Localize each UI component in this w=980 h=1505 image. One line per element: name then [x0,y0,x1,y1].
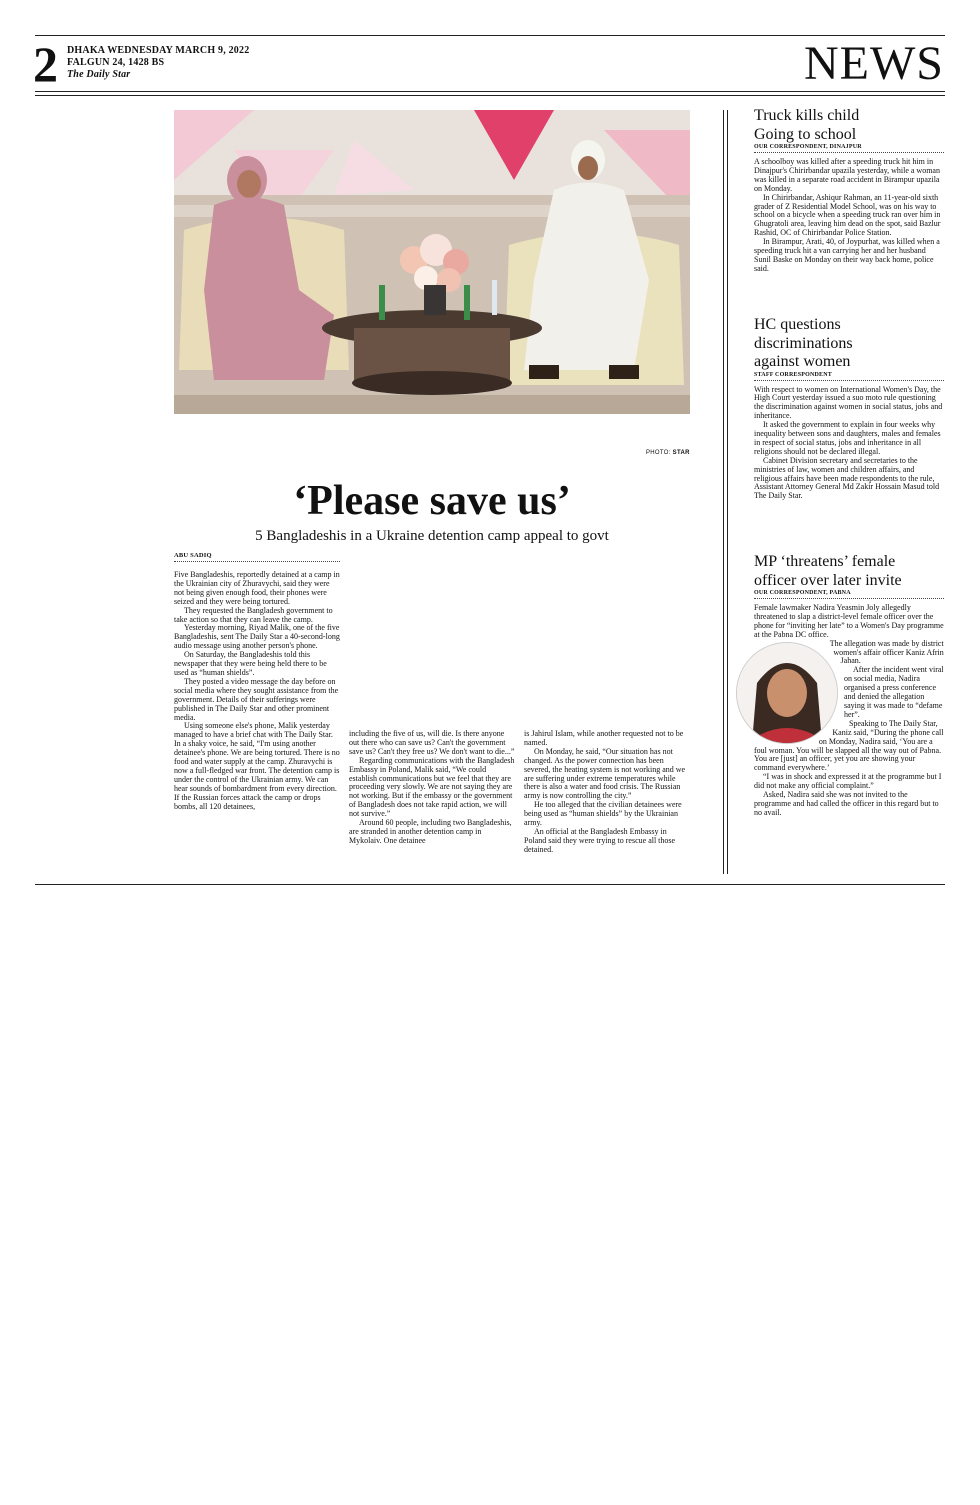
brand-logo: The Daily Star [67,69,131,80]
section-title: NEWS [804,37,944,90]
story-column-1 [174,571,340,811]
photo-credit-label: PHOTO: [646,450,671,456]
paragraph: It asked the government to explain in four weeks why inequality between sons and daughters, males and females in respect of social status, jobs and inheritance in all religions should not be declared illegal. [754,420,941,456]
paragraph: Cabinet Division secretary and secretaries to the ministries of law, women and children affairs, and religious affairs have been made respondents to the rule, Assistant Attorney General Md Zakir Hossain Masud told The Daily Star. [754,455,940,501]
portrait-illustration [737,643,837,743]
sidebar-story-body [754,386,944,502]
date-line: DHAKA WEDNESDAY MARCH 9, 2022 [67,45,250,56]
sidebar-divider-double [727,110,728,874]
sidebar-story-body [754,158,944,274]
page-rule-bottom [35,884,945,885]
title-line: discriminations [754,334,853,352]
paragraph: “I was in shock and expressed it at the programme but I did not make any official complaint.” [754,772,942,791]
sidebar-story-title [754,316,944,372]
paragraph: In Birampur, Arati, 40, of Joypurhat, was killed when a speeding truck hit a van carrying her and her husband Sunil Baske on Monday on their way back home, police said. [754,237,940,273]
title-line: against women [754,353,851,370]
masthead-rule-top [35,35,945,36]
sidebar-story-mp [754,553,944,818]
title-line: MP ‘threatens’ female [754,553,896,570]
sidebar-story-hc [754,316,944,501]
sidebar-story-credit: OUR CORRESPONDENT, PABNA [754,590,944,599]
sidebar-story-body [754,604,944,818]
lead-photo-illustration [174,110,690,414]
paragraph: Female lawmaker Nadira Yeasmin Joly allegedly threatened to slap a district-level female officer over the phone for “inviting her late” to a Women's Day programme at the Pabna DC office. [754,603,944,639]
paragraph: The allegation was made by district women's affair officer Kaniz Afrin Jahan. [829,638,944,666]
title-line: HC questions [754,316,841,333]
paragraph: Speaking to The Daily Star, Kaniz said, “During the phone call on Monday, Nadira said, ‘You are a foul woman. You will be slapped all the way out of Pabna. You are [just] an officer, yet you are showing your command everywhere.’ [754,718,944,773]
paragraph: He too alleged that the civilian detainees were being used as “human shields” by the Ukrainian army. [524,800,682,828]
bangla-date: FALGUN 24, 1428 BS [67,57,165,68]
story-column-3 [524,730,690,855]
paragraph: Regarding communications with the Bangladesh Embassy in Poland, Malik said, “We could establish communications but we feel that they are proceeding very slowly. We are not saying they are not working. But if the embassy or the government of Bangladesh does not take rapid action, we will not survive.” [349,755,515,819]
sidebar-story-title [754,553,944,590]
paragraph: Five Bangladeshis, reportedly detained at a camp in the Ukrainian city of Zhuravychi, said they were not being given enough food, their phones were seized and they were being tortured. [174,570,340,606]
paragraph: On Saturday, the Bangladeshis told this newspaper that they were being held there to be used as “human shields”. [174,650,327,677]
paragraph: They posted a video message the day before on social media where they sought assistance from the government. Details of their sufferings were published in The Daily Star and other prominent media. [174,676,339,722]
title-line: Truck kills child [754,107,860,124]
paragraph: On Monday, he said, “Our situation has not changed. As the power connection has been severed, the heating system is not working and we are suffering under extreme temperatures while there is also a water and food crisis. The Russian army is now controlling the city.” [524,746,686,801]
paragraph: An official at the Bangladesh Embassy in Poland said they were trying to rescue all those detained. [524,826,676,854]
paragraph: With respect to women on International Women's Day, the High Court yesterday issued a suo moto rule questioning the discrimination against women in social status, jobs and inheritance. [754,384,943,421]
paragraph: In Chirirbandar, Ashiqur Rahman, an 11-year-old sixth grader of Z Residential Model School, was on his way to school on a bicycle when a speeding truck ran over him in Ghugratoli area, leaving him dead on the spot, said Bazlur Rashid, OC of Chirirbandar Police Station. [754,192,941,238]
paragraph: is Jahirul Islam, while another requested not to be named. [524,729,684,747]
dateline [67,45,249,81]
title-line: officer over later invite [754,571,902,589]
page-number: 2 [33,36,58,92]
photo-credit [646,450,690,456]
paragraph: After the incident went viral on social media, Nadira organised a press conference and denied the allegation saying it was made to “defame her”. [844,665,944,719]
sidebar-story-credit: OUR CORRESPONDENT, DINAJPUR [754,144,944,153]
paragraph: Yesterday morning, Riyad Malik, one of the five Bangladeshis, sent The Daily Star a 40-second-long audio message using another person's phone. [174,623,340,651]
story-column-2 [349,730,515,846]
masthead-rule [35,91,945,92]
paragraph: Around 60 people, including two Bangladeshis, are stranded in another detention camp in Mykolaiv. One detainee [349,818,512,845]
sidebar-divider [723,110,724,874]
paragraph: Asked, Nadira said she was not invited to the programme and had called the officer in this regard but to no avail. [754,790,939,817]
paragraph: Using someone else's phone, Malik yesterday managed to have a brief chat with The Daily Star. In a shaky voice, he said, “I'm using another detainee's phone. We are being tortured. There is no food and water supply at the camp. Zhuravychi is now a full-fledged war front. The detention camp is under the control of the Ukrainian army. We can hear sounds of bombardment from every direction. If the Russian forces attack the camp or drops bombs, all 120 detainees, [174,721,340,811]
photo-credit-source: STAR [672,450,690,456]
paragraph: including the five of us, will die. Is there anyone out there who can save us? Can't the government save us? Can't they free us? We don't want to die...” [349,729,515,756]
masthead-rule-double [35,95,945,96]
paragraph: They requested the Bangladesh government to take action so that they can leave the camp. [174,605,333,624]
paragraph: A schoolboy was killed after a speeding truck hit him in Dinajpur's Chirirbandar upazila yesterday, while a woman was killed in a separate road accident in Birampur upazila on Monday. [754,157,940,193]
main-byline: ABU SADIQ [174,552,340,562]
main-subhead: 5 Bangladeshis in a Ukraine detention camp appeal to govt [255,528,609,544]
sidebar-story-credit: STAFF CORRESPONDENT [754,372,944,381]
main-headline: ‘Please save us’ [293,478,571,524]
sidebar-story-title [754,107,944,144]
title-line: Going to school [754,125,857,143]
lead-photo [174,110,690,414]
sidebar-story-truck [754,107,944,274]
portrait-photo [736,642,838,744]
